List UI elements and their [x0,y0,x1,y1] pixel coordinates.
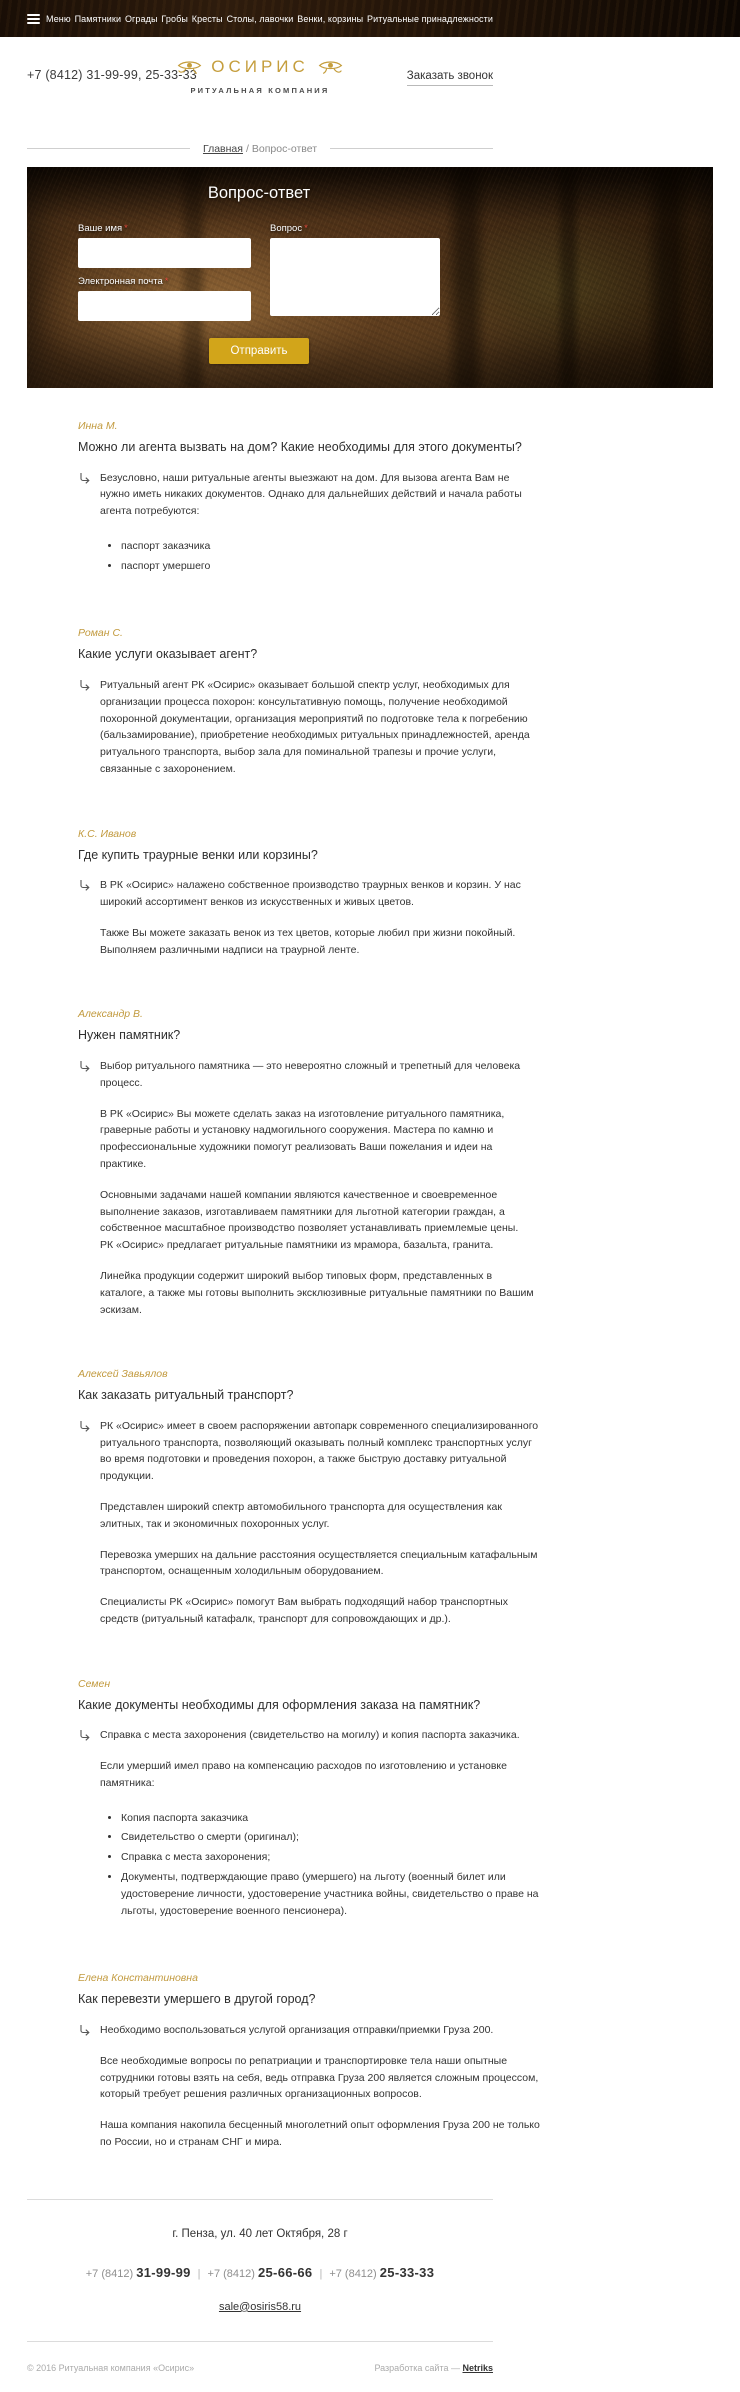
eye-of-horus-icon-right [318,59,343,75]
answer-arrow-icon [78,1729,91,1922]
footer-phones [27,2265,493,2280]
qa-paragraph: Выбор ритуального памятника — это невероятно сложный и трепетный для человека процесс. [100,1059,521,1089]
qa-paragraph: Представлен широкий спектр автомобильного транспорта для осуществления как элитных, так и экономичных похоронных услуг. [100,1501,502,1530]
qa-answer-body [100,677,540,778]
answer-arrow-icon [78,472,91,578]
hero-banner [27,167,713,388]
name-input[interactable] [78,238,251,268]
answer-arrow-icon [78,1060,91,1318]
qa-answer-body [100,877,540,958]
eye-of-horus-icon-left [177,59,202,75]
qa-answer-body [100,470,540,578]
qa-paragraph: Перевозка умерших на дальние расстояния осуществляется специальным катафальным транспортом, оснащенным холодильным оборудованием. [100,1548,538,1578]
qa-item [78,627,740,777]
footer-email-link[interactable]: sale@osiris58.ru [218,2300,302,2313]
qa-paragraph: Также Вы можете заказать венок из тех цветов, которые любил при жизни покойный. Выполняем различными надписи на траурной ленте. [100,926,516,956]
qa-bullet-list [100,538,540,575]
phone-separator: | [197,2267,201,2280]
phone-separator: | [319,2267,323,2280]
qa-paragraph: В РК «Осирис» налажено собственное производство траурных венков и корзин. У нас широкий ассортимент венков из искусственных и живых цветов. [100,879,521,909]
qa-bullet: • Копия паспорта заказчика [121,1810,540,1827]
breadcrumb-current: Вопрос-ответ [251,142,318,155]
nav-item-tables-benches[interactable]: Столы, лавочки [226,13,294,24]
footer-phone: +7 (8412) 25-33-33 [329,2264,435,2280]
tree-trunk-decoration [644,167,692,388]
qa-question: Как заказать ритуальный транспорт? [78,1388,294,1403]
email-label: Электронная почта * [78,276,169,287]
required-mark: * [304,223,308,234]
submit-button[interactable]: Отправить [209,338,308,364]
nav-item-monuments[interactable]: Памятники [74,13,122,24]
qa-paragraph: Специалисты РК «Осирис» помогут Вам выбрать подходящий набор транспортных средств (ритуальный катафалк, транспорт для сопровождающих и др.). [100,1596,508,1625]
breadcrumb-line-right [330,148,493,149]
question-textarea[interactable] [270,238,440,316]
qa-bullet: • Справка с места захоронения; [121,1849,540,1866]
answer-arrow-icon [78,1420,91,1628]
nav-item-fences[interactable]: Ограды [124,13,158,24]
hamburger-icon [27,14,40,24]
qa-author: К.С. Иванов [78,827,137,840]
qa-question: Нужен памятник? [78,1028,181,1043]
footer-phone: +7 (8412) 25-66-66 [207,2264,313,2280]
qa-question: Какие услуги оказывает агент? [78,647,258,662]
breadcrumb-home-link[interactable]: Главная [202,142,243,155]
qa-paragraph: Необходимо воспользоваться услугой организация отправки/приемки Груза 200. [100,2023,494,2036]
qa-answer-body [100,1058,540,1318]
qa-author: Александр В. [78,1008,143,1021]
qa-bullet: • Свидетельство о смерти (оригинал); [121,1829,540,1846]
qa-paragraph: Все необходимые вопросы по репатриации и транспортировке тела наши опытные сотрудники готовы взять на себя, ведь отправка Груза 200 является сложным процессом, который требует решения различных организационных вопросов. [100,2054,539,2101]
qa-list [0,388,740,2199]
tree-trunk-decoration [445,167,487,388]
qa-author: Роман С. [78,627,123,640]
qa-item [78,1368,740,1627]
footer-address: г. Пенза, ул. 40 лет Октября, 28 г [172,2227,348,2240]
header-phone: +7 (8412) 31-99-99, 25-33-33 [27,68,197,82]
nav-item-wreaths-baskets[interactable]: Венки, корзины [297,13,364,24]
qa-bullet: • Документы, подтверждающие право (умершего) на льготу (военный билет или удостоверение личности, удостоверение участника войны, свидетельство о праве на льготы, удостоверение военного пенсионера). [121,1869,540,1919]
qa-answer-body [100,1727,540,1922]
header [0,37,740,130]
qa-question: Где купить траурные венки или корзины? [78,847,318,862]
netriks-link[interactable]: Netriks [462,2362,493,2373]
breadcrumb [0,130,740,167]
qa-paragraph: Безусловно, наши ритуальные агенты выезжают на дом. Для вызова агента Вам не нужно иметь никаких документов. Однако для дальнейших действий и начала работы агента потребуются: [100,471,522,518]
menu-button[interactable] [27,14,71,24]
qa-answer-body [100,2022,540,2151]
qa-item [78,1972,740,2150]
qa-author: Инна М. [78,420,118,432]
qa-paragraph: РК «Осирис» имеет в своем распоряжении автопарк современного специализированного ритуального транспорта, позволяющий оказывать полный комплекс транспортных услуг во время подготовки и проведения похорон, а также быструю доставку ритуальной продукции. [100,1419,539,1483]
breadcrumb-line-left [27,148,190,149]
required-mark: * [164,276,169,287]
logo-tagline: РИТУАЛЬНАЯ КОМПАНИЯ [190,86,330,95]
qa-paragraph: Ритуальный агент РК «Осирис» оказывает большой спектр услуг, необходимых для организации процесса похорон: консультативную помощь, получение необходимой похоронной документации, организация мероприятий по подготовке тела к погребению (бальзамирование), приобретение необходимых ритуальных принадлежностей, аренда ритуального транспорта, выбор зала для поминальной трапезы и прочие услуги, связанные с захоронением. [100,678,530,775]
qa-paragraph: Справка с места захоронения (свидетельство на могилу) и копия паспорта заказчика. [100,1729,520,1742]
qa-bullet-list [100,1810,540,1920]
qa-paragraph: Если умерший имел право на компенсацию расходов по изготовлению и установке памятника: [100,1760,507,1789]
qa-paragraph: В РК «Осирис» Вы можете сделать заказ на изготовление ритуального памятника, граверные работы и установку надмогильного сооружения. Мастера по камню и профессиональные художники помогут реализовать Ваши пожелания и идеи на практике. [100,1107,505,1170]
qa-item [78,828,740,959]
answer-arrow-icon [78,679,91,778]
nav-item-ritual-accessories[interactable]: Ритуальные принадлежности [367,13,493,24]
qa-bullet: • паспорт заказчика [121,538,540,555]
tree-trunk-decoration [555,167,581,388]
question-form [78,223,440,321]
name-label: Ваше имя * [78,223,128,234]
answer-arrow-icon [78,2024,91,2151]
top-navigation [0,0,740,37]
qa-author: Елена Константиновна [78,1972,198,1985]
breadcrumb-separator: / [245,142,249,155]
qa-item [78,1678,740,1923]
required-mark: * [124,223,128,234]
email-input[interactable] [78,291,251,321]
copyright-text: © 2016 Ритуальная компания «Осирис» [27,2362,195,2373]
logo-text: ОСИРИС [211,57,309,76]
qa-answer-body [100,1418,540,1628]
question-label: Вопрос * [270,223,308,234]
nav-item-crosses[interactable]: Кресты [191,13,223,24]
site-credit: Разработка сайта — Netriks [374,2362,493,2373]
qa-question: Как перевезти умершего в другой город? [78,1992,316,2007]
qa-paragraph: Наша компания накопила бесценный многолетний опыт оформления Груза 200 не только по России, но и странам СНГ и мира. [100,2119,540,2148]
qa-paragraph: Линейка продукции содержит широкий выбор типовых форм, представленных в каталоге, а также мы готовы выполнить эксклюзивные ритуальные памятники по Вашим эскизам. [100,1269,534,1316]
qa-author: Семен [78,1677,111,1690]
qa-author: Алексей Завьялов [78,1368,168,1381]
callback-link[interactable]: Заказать звонок [407,70,493,86]
qa-paragraph: Основными задачами нашей компании являются качественное и своевременное выполнение заказов, изготавливаем памятники для льготной категории граждан, а собственное масштабное производство позволяет устанавливать приемлемые цены. РК «Осирис» предлагает ритуальные памятники из мрамора, базальта, гранита. [100,1188,519,1252]
qa-question: Можно ли агента вызвать на дом? Какие необходимы для этого документы? [78,440,522,454]
footer-phone: +7 (8412) 31-99-99 [85,2264,191,2280]
qa-question: Какие документы необходимы для оформления заказа на памятник? [78,1697,481,1712]
nav-label-menu: Меню [46,13,71,24]
answer-arrow-icon [78,879,91,958]
qa-item [78,1008,740,1318]
footer [0,2199,740,2392]
page-title: Вопрос-ответ [207,184,311,202]
nav-item-coffins[interactable]: Гробы [161,13,188,24]
qa-bullet: • паспорт умершего [121,558,540,575]
qa-item [78,420,740,577]
